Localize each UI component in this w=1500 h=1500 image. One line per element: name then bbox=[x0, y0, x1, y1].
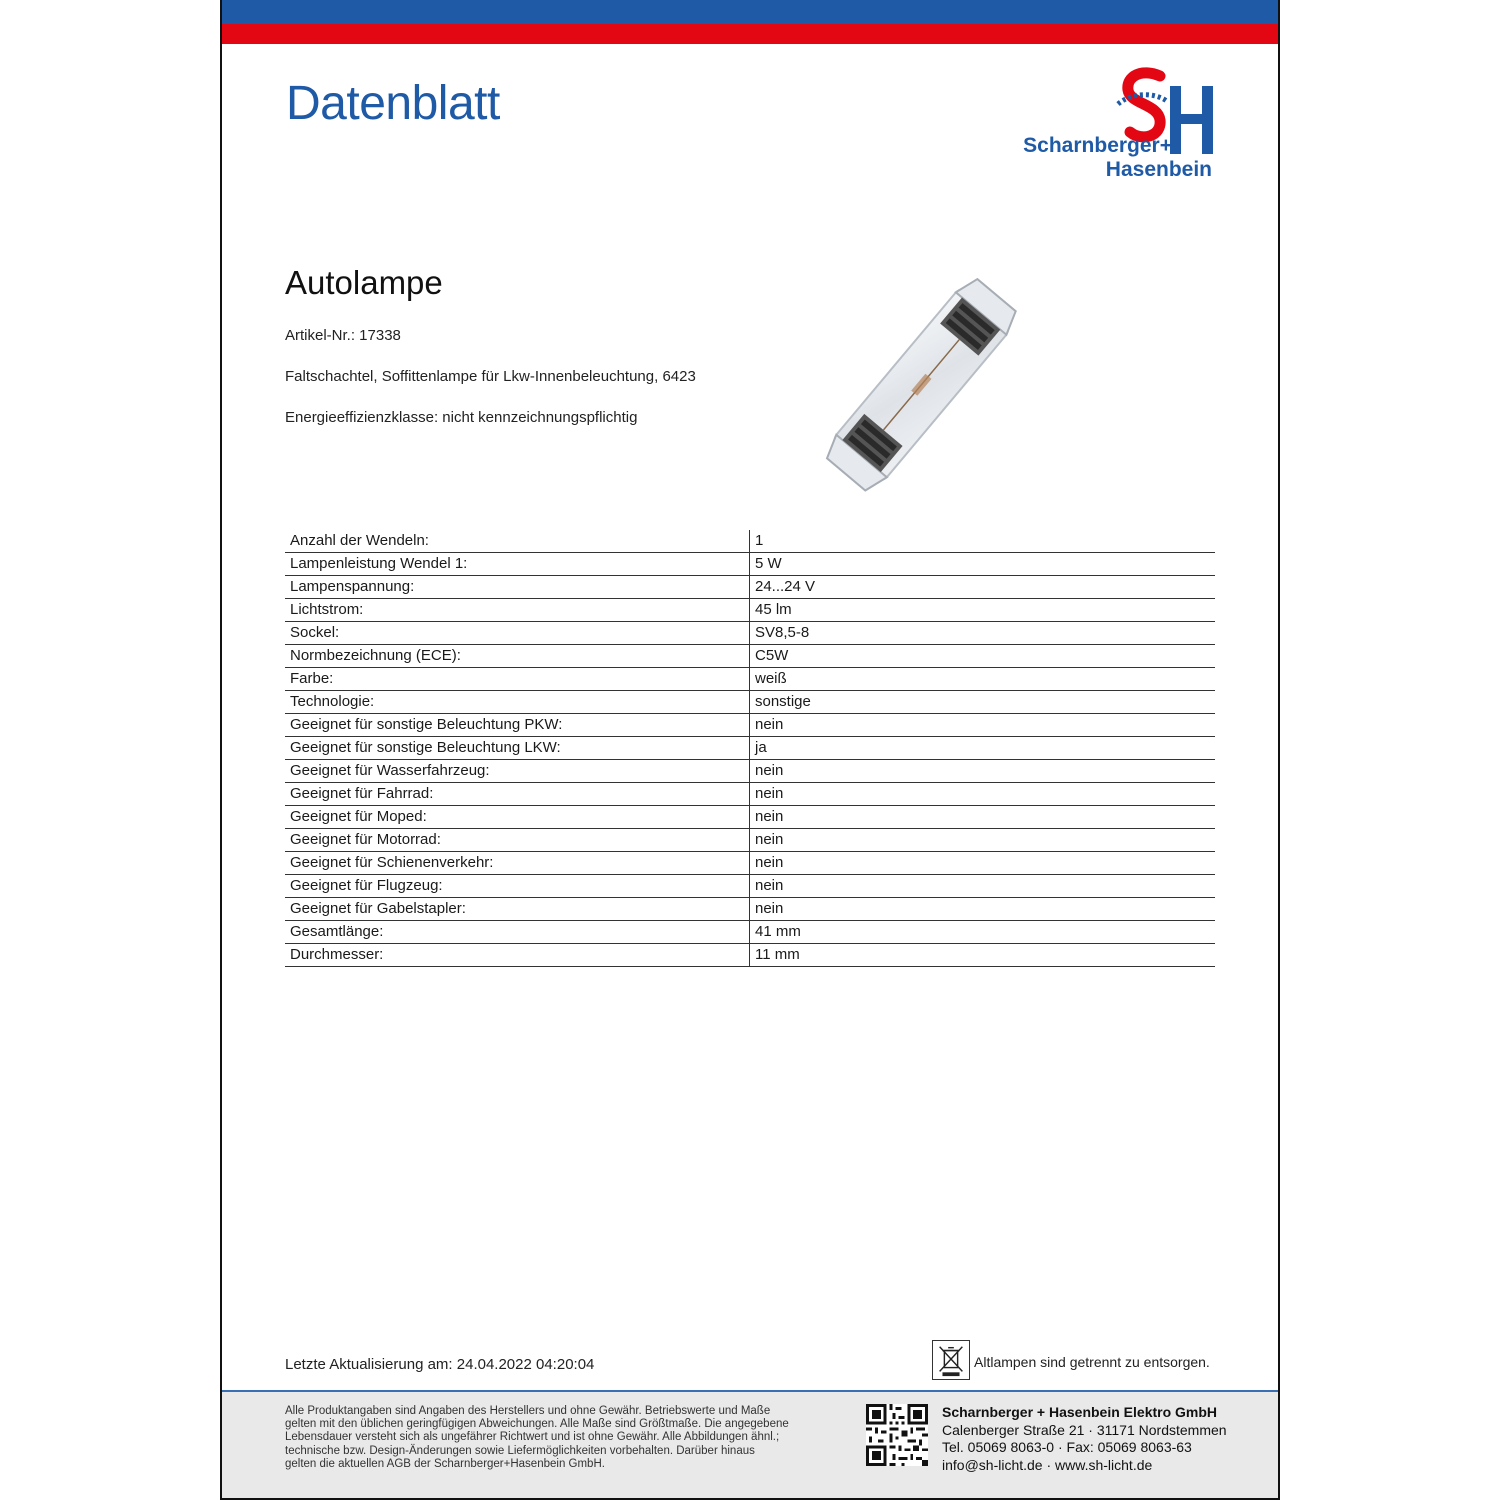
table-row bbox=[285, 875, 1215, 898]
footer-disclaimer bbox=[285, 1405, 845, 1471]
company-logo bbox=[982, 64, 1222, 184]
table-row bbox=[285, 806, 1215, 829]
product-description: Faltschachtel, Soffittenlampe für Lkw-Innenbeleuchtung, 6423 bbox=[285, 368, 696, 385]
spec-label: Geeignet für Motorrad: bbox=[285, 829, 750, 852]
spec-label: Geeignet für Moped: bbox=[285, 806, 750, 829]
table-row bbox=[285, 530, 1215, 553]
spec-value: 45 lm bbox=[750, 599, 1216, 622]
spec-value: nein bbox=[750, 898, 1216, 921]
energy-class: Energieeffizienzklasse: nicht kennzeichnungspflichtig bbox=[285, 409, 638, 426]
spec-label: Normbezeichnung (ECE): bbox=[285, 645, 750, 668]
spec-label: Technologie: bbox=[285, 691, 750, 714]
spec-value: nein bbox=[750, 806, 1216, 829]
spec-value: nein bbox=[750, 783, 1216, 806]
table-row bbox=[285, 714, 1215, 737]
company-contact bbox=[942, 1404, 1227, 1474]
header-blue-bar bbox=[222, 0, 1278, 24]
logo-text-line2: Hasenbein bbox=[1105, 158, 1212, 181]
spec-table bbox=[285, 530, 1215, 967]
table-row bbox=[285, 668, 1215, 691]
disposal-note: Altlampen sind getrennt zu entsorgen. bbox=[974, 1354, 1210, 1370]
table-row bbox=[285, 852, 1215, 875]
spec-value: nein bbox=[750, 875, 1216, 898]
disclaimer-line: gelten die aktuellen AGB der Scharnberger+Hasenbein GmbH. bbox=[285, 1457, 605, 1470]
lamp-image bbox=[797, 262, 1047, 507]
table-row bbox=[285, 645, 1215, 668]
company-name: Scharnberger + Hasenbein Elektro GmbH bbox=[942, 1404, 1218, 1420]
table-row bbox=[285, 921, 1215, 944]
spec-label: Anzahl der Wendeln: bbox=[285, 530, 750, 553]
product-title: Autolampe bbox=[285, 264, 443, 301]
article-number: Artikel-Nr.: 17338 bbox=[285, 327, 401, 344]
footer bbox=[222, 1390, 1278, 1500]
header-red-bar bbox=[222, 24, 1278, 44]
spec-value: weiß bbox=[750, 668, 1216, 691]
spec-value: nein bbox=[750, 714, 1216, 737]
spec-value: 24...24 V bbox=[750, 576, 1216, 599]
table-row bbox=[285, 599, 1215, 622]
table-row bbox=[285, 944, 1215, 967]
disclaimer-line: Alle Produktangaben sind Angaben des Herstellers und ohne Gewähr. Betriebswerte und Maße bbox=[285, 1405, 771, 1417]
table-row bbox=[285, 576, 1215, 599]
spec-value: 1 bbox=[750, 530, 1216, 553]
spec-value: nein bbox=[750, 760, 1216, 783]
spec-label: Geeignet für Gabelstapler: bbox=[285, 898, 750, 921]
crossed-bin-icon bbox=[932, 1340, 970, 1380]
spec-label: Geeignet für Schienenverkehr: bbox=[285, 852, 750, 875]
company-web: info@sh-licht.de · www.sh-licht.de bbox=[942, 1456, 1153, 1473]
spec-value: SV8,5-8 bbox=[750, 622, 1216, 645]
company-phone: Tel. 05069 8063-0 · Fax: 05069 8063-63 bbox=[942, 1439, 1192, 1455]
table-row bbox=[285, 553, 1215, 576]
logo-text-line1: Scharnberger+ bbox=[1023, 134, 1172, 157]
spec-label: Geeignet für sonstige Beleuchtung PKW: bbox=[285, 714, 750, 737]
spec-value: 5 W bbox=[750, 553, 1216, 576]
table-row bbox=[285, 783, 1215, 806]
spec-value: C5W bbox=[750, 645, 1216, 668]
disclaimer-line: gelten mit den üblichen geringfügigen Abweichungen. Alle Maße sind Größtmaße. Die angegebene bbox=[285, 1418, 789, 1431]
spec-label: Geeignet für sonstige Beleuchtung LKW: bbox=[285, 737, 750, 760]
datasheet-page bbox=[220, 0, 1280, 1500]
spec-label: Gesamtlänge: bbox=[285, 921, 750, 944]
spec-value: nein bbox=[750, 852, 1216, 875]
spec-label: Geeignet für Fahrrad: bbox=[285, 783, 750, 806]
spec-value: ja bbox=[750, 737, 1216, 760]
last-updated: Letzte Aktualisierung am: 24.04.2022 04:20:04 bbox=[285, 1356, 595, 1373]
table-row bbox=[285, 829, 1215, 852]
spec-value: 41 mm bbox=[750, 921, 1216, 944]
table-row bbox=[285, 737, 1215, 760]
table-row bbox=[285, 898, 1215, 921]
spec-label: Durchmesser: bbox=[285, 944, 750, 967]
disclaimer-line: Lebensdauer versteht sich als ungefährer Richtwert und ist ohne Gewähr. Alle Abbildungen ähnl.; bbox=[285, 1431, 780, 1444]
spec-label: Sockel: bbox=[285, 622, 750, 645]
disclaimer-line: technische bzw. Design-Änderungen sowie Liefermöglichkeiten vorbehalten. Darüber hinaus bbox=[285, 1444, 755, 1457]
spec-label: Lampenleistung Wendel 1: bbox=[285, 553, 750, 576]
spec-label: Geeignet für Flugzeug: bbox=[285, 875, 750, 898]
qr-code-icon bbox=[866, 1404, 928, 1466]
table-row bbox=[285, 760, 1215, 783]
table-row bbox=[285, 622, 1215, 645]
spec-label: Farbe: bbox=[285, 668, 750, 691]
company-address: Calenberger Straße 21 · 31171 Nordstemmen bbox=[942, 1421, 1227, 1438]
table-row bbox=[285, 691, 1215, 714]
spec-value: 11 mm bbox=[750, 944, 1216, 967]
page-title: Datenblatt bbox=[286, 77, 500, 130]
spec-value: nein bbox=[750, 829, 1216, 852]
spec-label: Lampenspannung: bbox=[285, 576, 750, 599]
spec-label: Lichtstrom: bbox=[285, 599, 750, 622]
spec-label: Geeignet für Wasserfahrzeug: bbox=[285, 760, 750, 783]
spec-value: sonstige bbox=[750, 691, 1216, 714]
